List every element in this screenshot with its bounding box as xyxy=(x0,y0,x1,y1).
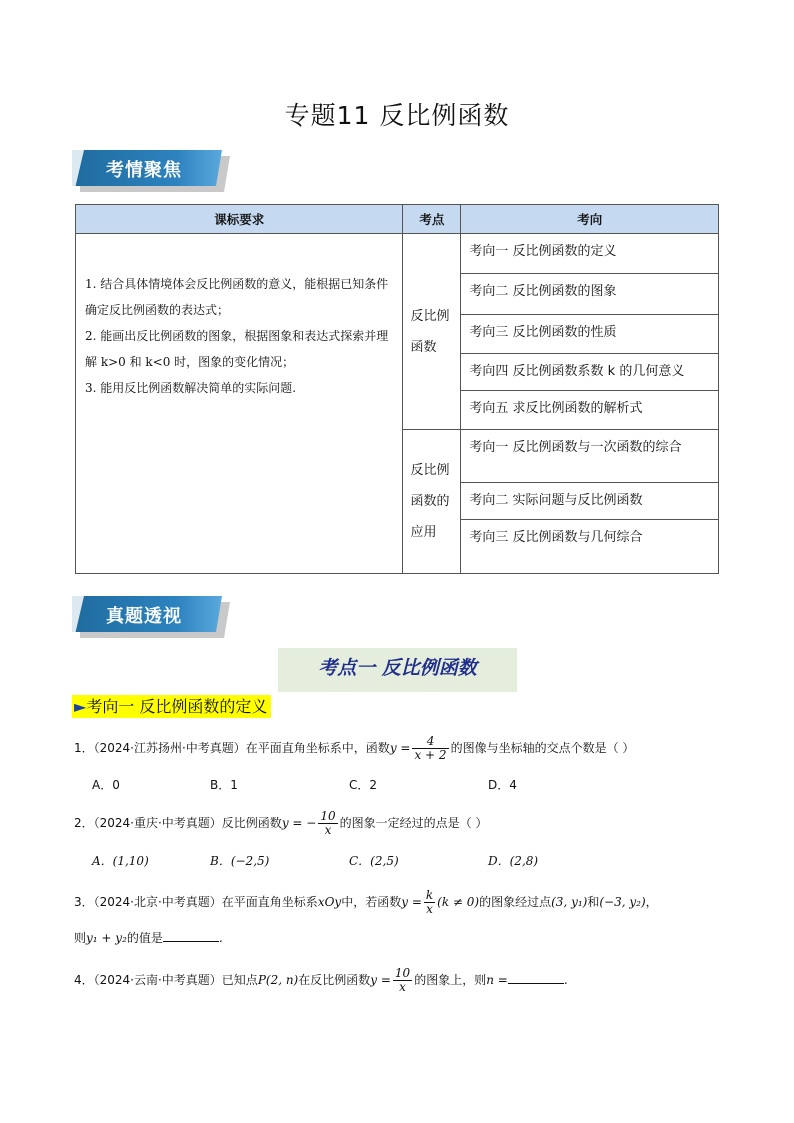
option-a: A．0 xyxy=(92,778,120,792)
math-point: (−3, y₂) xyxy=(599,895,646,909)
math-expression: y₁ + y₂ xyxy=(86,931,127,945)
math-var: n = xyxy=(486,973,508,987)
kaoxiang-item: 考向二 反比例函数的图象 xyxy=(461,274,718,315)
requirements-cell xyxy=(76,234,403,574)
option-d: D．4 xyxy=(488,778,517,792)
math-var: xOy xyxy=(317,895,342,909)
question-text: 4．（2024·云南·中考真题）已知点 xyxy=(74,973,258,987)
option-b: B．(−2,5) xyxy=(210,854,270,868)
question-text: 1．（2024·江苏扬州·中考真题）在平面直角坐标系中，函数 xyxy=(74,741,390,755)
kaodian-cell xyxy=(403,430,461,574)
kaoxiang-item: 考向一 反比例函数的定义 xyxy=(461,234,718,274)
triangle-marker-icon: ► xyxy=(74,697,87,716)
question-text: 中，若函数 xyxy=(341,895,402,909)
option-a: A．(1,10) xyxy=(92,854,149,868)
header-kaodian: 考点 xyxy=(403,205,461,234)
fraction xyxy=(412,735,448,762)
answer-blank[interactable] xyxy=(163,929,219,942)
header-requirements: 课标要求 xyxy=(76,205,403,234)
math-point: (3, y₁) xyxy=(551,895,588,909)
option-b: B．1 xyxy=(210,778,238,792)
question-text: 的值是 xyxy=(126,931,163,945)
kaodian-label: 反比例函数的应用 xyxy=(410,463,450,540)
header-kaoxiang: 考向 xyxy=(461,205,719,234)
denominator: x + 2 xyxy=(414,748,447,762)
kaodian-heading: 考点一 反比例函数 xyxy=(278,648,517,692)
kaoxiang-item: 考向四 反比例函数系数 k 的几何意义 xyxy=(461,354,718,391)
math-condition: (k ≠ 0) xyxy=(437,895,480,909)
math-lhs: y = xyxy=(389,741,411,755)
question-text: . xyxy=(563,973,568,987)
kaoxiang-item: 考向二 实际问题与反比例函数 xyxy=(461,483,718,520)
section-banner-kaoqing xyxy=(72,150,228,192)
question-text: 的图象上，则 xyxy=(414,973,487,987)
kaoxiang-item: 考向三 反比例函数与几何综合 xyxy=(469,530,643,545)
requirement-item: 2. 能画出反比例函数的图象，根据图象和表达式探索并理解 k>0 和 k<0 时，图象的变化情况； xyxy=(85,329,389,369)
requirement-item: 3. 能用反比例函数解决简单的实际问题. xyxy=(85,381,297,395)
answer-blank[interactable] xyxy=(508,971,564,984)
section-banner-zhenti xyxy=(72,596,228,638)
numerator: 10 xyxy=(394,966,411,980)
math-point: P(2, n) xyxy=(257,973,299,987)
kaoxiang-cell xyxy=(461,430,719,574)
question-text: 和 xyxy=(587,895,600,909)
question-text: 3．（2024·北京·中考真题）在平面直角坐标系 xyxy=(74,895,318,909)
page-title: 专题11 反比例函数 xyxy=(284,101,510,130)
kaoxiang-heading xyxy=(72,695,271,718)
fraction xyxy=(318,810,337,837)
math-lhs: y = − xyxy=(281,816,317,830)
banner-label: 考情聚焦 xyxy=(106,160,182,181)
denominator: x xyxy=(426,902,433,916)
question-text: 的图象一定经过的点是（ ） xyxy=(339,816,488,830)
kaodian-label: 反比例函数 xyxy=(410,308,450,355)
kaodian-cell xyxy=(403,234,461,430)
fraction xyxy=(393,967,412,994)
banner-label: 真题透视 xyxy=(106,606,182,627)
question-text: 2．（2024·重庆·中考真题）反比例函数 xyxy=(74,816,282,830)
numerator: k xyxy=(425,888,434,902)
option-c: C．2 xyxy=(349,778,378,792)
option-d: D．(2,8) xyxy=(488,854,539,868)
kaoxiang-item: 考向五 求反比例函数的解析式 xyxy=(469,401,643,416)
fraction xyxy=(424,889,435,916)
question-4 xyxy=(74,967,568,994)
numerator: 10 xyxy=(320,809,336,823)
kaoxiang-cell xyxy=(461,234,719,430)
question-text: ， xyxy=(645,895,658,909)
question-2 xyxy=(74,810,487,837)
kaoxiang-item: 考向三 反比例函数的性质 xyxy=(461,315,718,354)
denominator: x xyxy=(324,823,332,837)
math-lhs: y = xyxy=(401,895,422,909)
denominator: x xyxy=(399,980,406,994)
curriculum-table xyxy=(75,204,719,574)
question-text: 则 xyxy=(74,931,87,945)
kaoxiang-item: 考向一 反比例函数与一次函数的综合 xyxy=(461,430,718,483)
kaoxiang-heading-label: 考向一 反比例函数的定义 xyxy=(86,697,268,716)
requirement-item: 1. 结合具体情境体会反比例函数的意义，能根据已知条件确定反比例函数的表达式； xyxy=(85,277,389,317)
question-3-line-2 xyxy=(74,928,223,948)
numerator: 4 xyxy=(412,735,448,749)
question-text: 的图像与坐标轴的交点个数是（ ） xyxy=(450,741,635,755)
question-3 xyxy=(74,889,658,916)
option-c: C．(2,5) xyxy=(349,854,399,868)
question-text: 的图象经过点 xyxy=(479,895,552,909)
question-text: . xyxy=(218,931,223,945)
question-text: 在反比例函数 xyxy=(298,973,371,987)
question-1 xyxy=(74,735,634,762)
math-lhs: y = xyxy=(370,973,391,987)
